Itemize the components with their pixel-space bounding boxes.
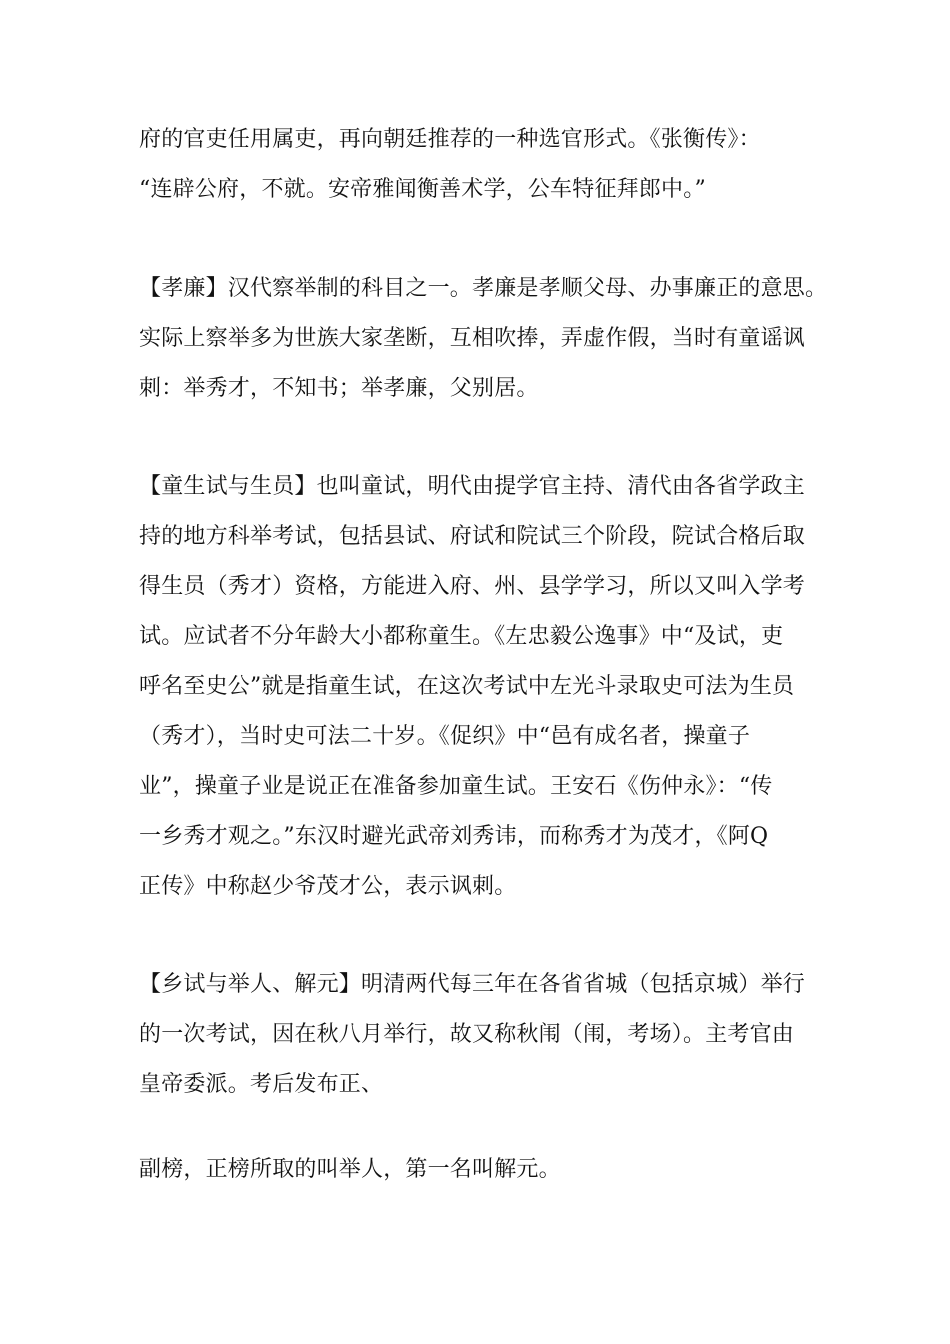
text-line: 业”，操童子业是说正在准备参加童生试。王安石《伤仲永》：“传 (139, 774, 773, 799)
text-line: 实际上察举多为世族大家垄断，互相吹捧，弄虚作假，当时有童谣讽 (139, 326, 806, 351)
text-line: 副榜，正榜所取的叫举人，第一名叫解元。 (139, 1157, 561, 1182)
text-line: 一乡秀才观之。”东汉时避光武帝刘秀讳，而称秀才为茂才，《阿Q (139, 824, 769, 849)
text-line: 【孝廉】汉代察举制的科目之一。孝廉是孝顺父母、办事廉正的意思。 (139, 276, 828, 301)
text-line: 呼名至史公”就是指童生试，在这次考试中左光斗录取史可法为生员 (139, 674, 795, 699)
text-line: （秀才），当时史可法二十岁。《促织》中“邑有成名者，操童子 (139, 724, 751, 749)
text-line: 持的地方科举考试，包括县试、府试和院试三个阶段，院试合格后取 (139, 524, 806, 549)
text-line: 试。应试者不分年龄大小都称童生。《左忠毅公逸事》中“及试，吏 (139, 624, 784, 649)
text-line: 的一次考试，因在秋八月举行，故又称秋闱（闱，考场）。主考官由 (139, 1022, 795, 1047)
text-line: 【童生试与生员】也叫童试，明代由提学官主持、清代由各省学政主 (139, 474, 806, 499)
text-line: 刺：举秀才，不知书；举孝廉，父别居。 (139, 376, 539, 401)
text-line: “连辟公府，不就。安帝雅闻衡善术学，公车特征拜郎中。” (139, 177, 706, 202)
text-line: 正传》中称赵少爷茂才公，表示讽刺。 (139, 874, 517, 899)
text-line: 得生员（秀才）资格，方能进入府、州、县学学习，所以又叫入学考 (139, 574, 806, 599)
text-line: 皇帝委派。考后发布正、 (139, 1072, 384, 1097)
text-line: 府的官吏任用属吏，再向朝廷推荐的一种选官形式。《张衡传》： (139, 127, 761, 152)
text-line: 【乡试与举人、解元】明清两代每三年在各省省城（包括京城）举行 (139, 972, 806, 997)
